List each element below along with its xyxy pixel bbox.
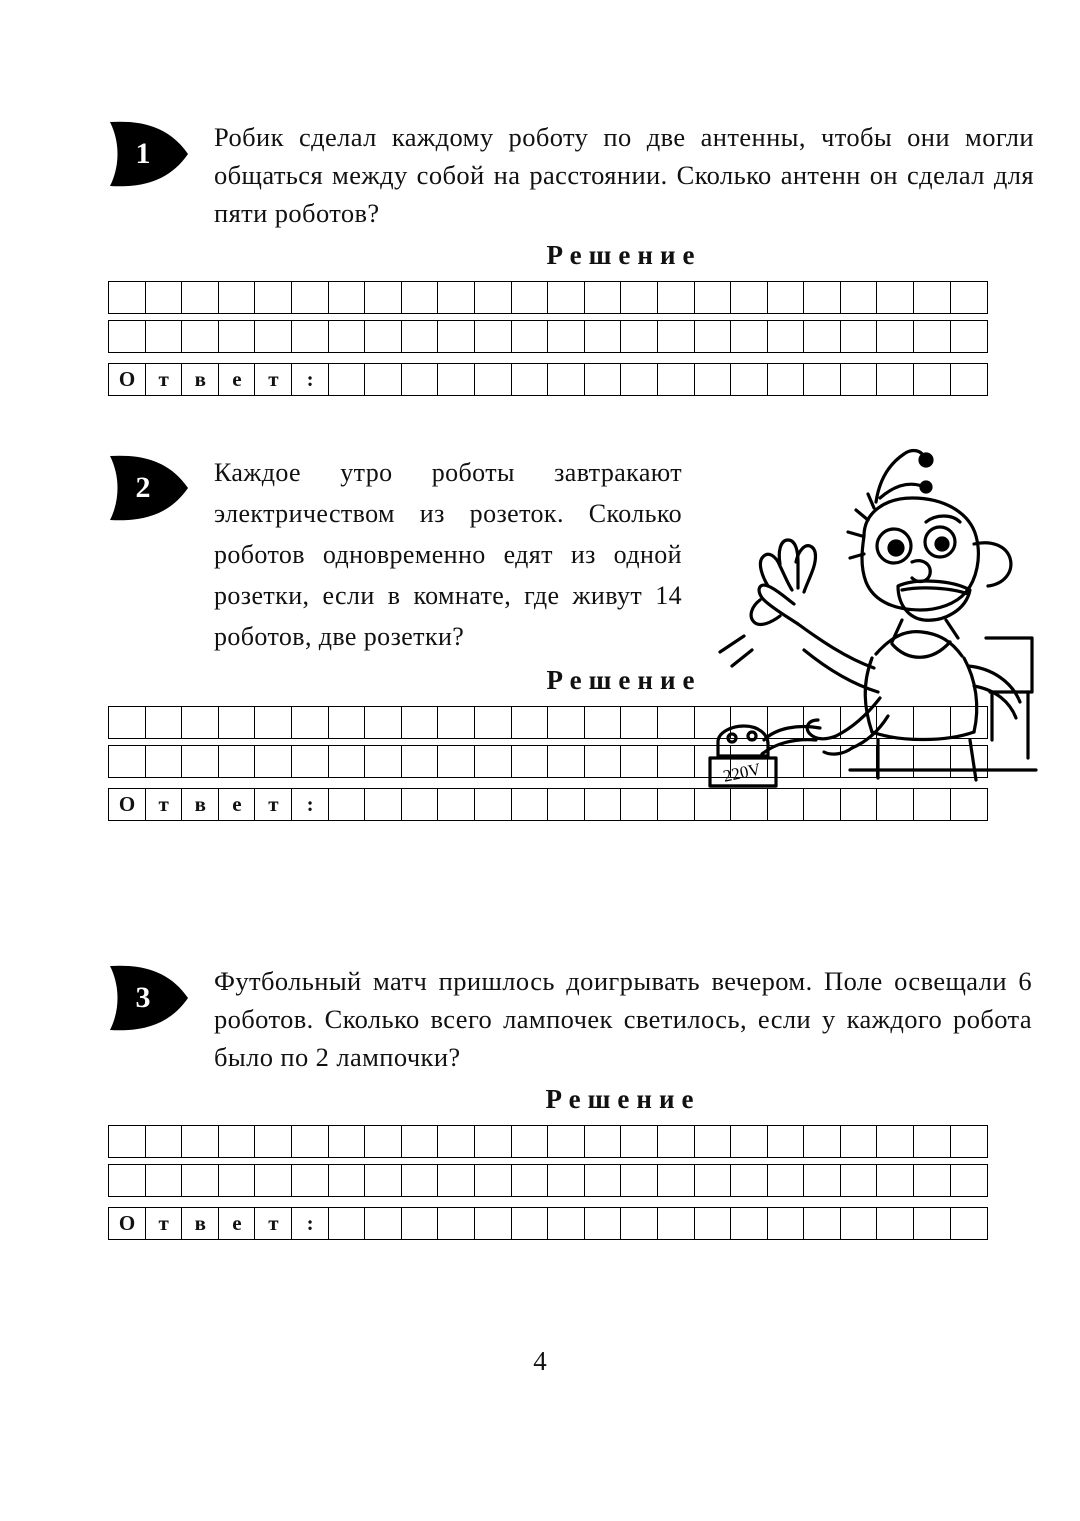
answer-cell[interactable] [584,788,622,821]
grid-cell[interactable] [913,1125,951,1158]
task-number-badge-1 [104,118,192,192]
grid-cell[interactable] [694,1125,732,1158]
grid-cell[interactable] [364,320,402,353]
grid-cell[interactable] [364,1164,402,1197]
grid-cell[interactable] [328,320,366,353]
grid-cell[interactable] [547,706,585,739]
grid-cell[interactable] [511,1125,549,1158]
answer-cell[interactable] [694,1207,732,1240]
answer-cell[interactable] [364,788,402,821]
grid-cell[interactable] [803,320,841,353]
grid-cell[interactable] [657,320,695,353]
grid-cell[interactable] [584,1125,622,1158]
answer-cell[interactable] [913,363,951,396]
answer-cell[interactable] [547,788,585,821]
grid-cell[interactable] [950,1164,988,1197]
answer-cell[interactable] [401,788,439,821]
task-number-badge-2 [104,452,192,526]
grid-cell[interactable] [950,281,988,314]
answer-cell[interactable] [364,363,402,396]
grid-cell[interactable] [803,281,841,314]
grid-cell[interactable] [291,1125,329,1158]
grid-cell[interactable] [291,1164,329,1197]
task-block-1 [104,118,1034,396]
answer-grid-3 [108,1125,1034,1240]
grid-cell[interactable] [694,320,732,353]
grid-cell[interactable] [291,320,329,353]
grid-cell[interactable] [511,281,549,314]
grid-cell[interactable] [254,281,292,314]
answer-cell[interactable] [657,363,695,396]
answer-cell[interactable] [474,1207,512,1240]
answer-cell[interactable] [328,788,366,821]
answer-label-cell: т [145,1207,183,1240]
task-2-text: Каждое утро роботы завтракают электричеством из розеток. Сколько роботов одновременно едят из одной розетки, если в комнате, где живут 14 роботов, две розетки? [214,458,682,651]
answer-cell[interactable] [840,363,878,396]
grid-cell[interactable] [584,1164,622,1197]
answer-label-cell: в [181,363,219,396]
answer-cell[interactable] [511,788,549,821]
grid-cell[interactable] [511,745,549,778]
answer-cell[interactable] [437,363,475,396]
grid-cell[interactable] [474,1125,512,1158]
grid-cell[interactable] [291,706,329,739]
answer-label-cell: О [108,788,146,821]
grid-cell[interactable] [181,1164,219,1197]
answer-cell[interactable] [767,1207,805,1240]
answer-label-cell: е [218,788,256,821]
grid-cell[interactable] [254,1125,292,1158]
answer-cell[interactable] [437,788,475,821]
grid-cell[interactable] [694,1164,732,1197]
grid-cell[interactable] [803,1164,841,1197]
grid-cell[interactable] [694,281,732,314]
grid-cell[interactable] [218,745,256,778]
grid-cell[interactable] [547,320,585,353]
grid-cell[interactable] [730,1164,768,1197]
grid-cell[interactable] [145,706,183,739]
grid-row [108,320,1034,353]
grid-cell[interactable] [181,320,219,353]
solution-label-1: Решение [546,240,702,270]
grid-cell[interactable] [620,1164,658,1197]
answer-cell[interactable] [620,363,658,396]
page-number: 4 [533,1346,547,1376]
grid-cell[interactable] [876,1164,914,1197]
grid-cell[interactable] [547,745,585,778]
grid-cell[interactable] [437,320,475,353]
grid-cell[interactable] [730,1125,768,1158]
answer-cell[interactable] [328,1207,366,1240]
grid-cell[interactable] [474,745,512,778]
grid-cell[interactable] [620,281,658,314]
grid-cell[interactable] [328,745,366,778]
grid-cell[interactable] [254,320,292,353]
robot-illustration [640,440,1040,800]
grid-cell[interactable] [584,281,622,314]
grid-cell[interactable] [291,745,329,778]
grid-cell[interactable] [840,281,878,314]
grid-cell[interactable] [401,745,439,778]
task-3-text: Футбольный матч пришлось доигрывать вечером. Поле освещали 6 роботов. Сколько всего лампочек светилось, если у каждого робота было по 2 лампочки? [214,966,1032,1072]
grid-cell[interactable] [657,1125,695,1158]
grid-cell[interactable] [876,1125,914,1158]
grid-cell[interactable] [584,706,622,739]
grid-cell[interactable] [145,745,183,778]
grid-cell[interactable] [840,320,878,353]
grid-cell[interactable] [108,320,146,353]
answer-cell[interactable] [328,363,366,396]
grid-cell[interactable] [218,1164,256,1197]
grid-cell[interactable] [364,1125,402,1158]
grid-cell[interactable] [474,281,512,314]
answer-row-1 [108,363,1034,396]
grid-cell[interactable] [181,706,219,739]
grid-cell[interactable] [145,320,183,353]
grid-cell[interactable] [254,706,292,739]
grid-cell[interactable] [876,281,914,314]
grid-cell[interactable] [620,1125,658,1158]
grid-cell[interactable] [108,1125,146,1158]
grid-cell[interactable] [364,745,402,778]
grid-cell[interactable] [328,1164,366,1197]
grid-cell[interactable] [511,1164,549,1197]
task-3-header [104,962,1034,1076]
answer-label-cell: т [254,1207,292,1240]
grid-cell[interactable] [145,1164,183,1197]
answer-cell[interactable] [511,1207,549,1240]
grid-cell[interactable] [254,1164,292,1197]
grid-cell[interactable] [437,745,475,778]
grid-cell[interactable] [254,745,292,778]
answer-cell[interactable] [950,363,988,396]
answer-grid-1 [108,281,1034,396]
grid-cell[interactable] [803,1125,841,1158]
grid-cell[interactable] [401,320,439,353]
grid-cell[interactable] [657,1164,695,1197]
grid-cell[interactable] [437,1125,475,1158]
grid-cell[interactable] [328,281,366,314]
answer-cell[interactable] [547,1207,585,1240]
answer-cell[interactable] [730,363,768,396]
grid-row [108,281,1034,314]
grid-cell[interactable] [437,281,475,314]
grid-cell[interactable] [584,745,622,778]
grid-cell[interactable] [218,706,256,739]
grid-cell[interactable] [767,1164,805,1197]
grid-row [108,1164,1034,1197]
answer-label-cell: т [254,788,292,821]
answer-cell[interactable] [767,363,805,396]
grid-cell[interactable] [364,706,402,739]
grid-cell[interactable] [913,281,951,314]
grid-cell[interactable] [218,281,256,314]
grid-cell[interactable] [767,320,805,353]
grid-cell[interactable] [437,1164,475,1197]
grid-cell[interactable] [657,281,695,314]
grid-cell[interactable] [547,1164,585,1197]
grid-cell[interactable] [511,320,549,353]
grid-cell[interactable] [145,281,183,314]
svg-text:220V: 220V [721,759,763,786]
answer-cell[interactable] [913,1207,951,1240]
answer-label-cell: в [181,1207,219,1240]
grid-cell[interactable] [108,1164,146,1197]
answer-label-cell: т [145,363,183,396]
grid-cell[interactable] [950,320,988,353]
grid-cell[interactable] [108,706,146,739]
answer-cell[interactable] [840,1207,878,1240]
grid-cell[interactable] [181,1125,219,1158]
grid-cell[interactable] [730,281,768,314]
grid-cell[interactable] [584,320,622,353]
answer-cell[interactable] [547,363,585,396]
grid-cell[interactable] [840,1164,878,1197]
solution-label-3: Решение [545,1084,701,1114]
grid-cell[interactable] [401,1164,439,1197]
answer-row-3 [108,1207,1034,1240]
grid-cell[interactable] [474,1164,512,1197]
grid-cell[interactable] [474,706,512,739]
grid-cell[interactable] [767,1125,805,1158]
answer-label-cell: : [291,1207,329,1240]
answer-cell[interactable] [803,1207,841,1240]
answer-cell[interactable] [620,1207,658,1240]
grid-cell[interactable] [401,1125,439,1158]
answer-cell[interactable] [730,1207,768,1240]
solution-label-2: Решение [546,665,702,695]
answer-label-cell: О [108,1207,146,1240]
grid-cell[interactable] [328,706,366,739]
grid-cell[interactable] [108,281,146,314]
answer-cell[interactable] [437,1207,475,1240]
grid-cell[interactable] [401,706,439,739]
grid-cell[interactable] [181,745,219,778]
grid-cell[interactable] [401,281,439,314]
grid-cell[interactable] [145,1125,183,1158]
answer-cell[interactable] [511,363,549,396]
grid-cell[interactable] [767,281,805,314]
grid-cell[interactable] [474,320,512,353]
answer-cell[interactable] [803,363,841,396]
grid-cell[interactable] [730,320,768,353]
grid-cell[interactable] [876,320,914,353]
answer-cell[interactable] [584,1207,622,1240]
answer-cell[interactable] [401,1207,439,1240]
answer-label-cell: О [108,363,146,396]
answer-cell[interactable] [694,363,732,396]
answer-cell[interactable] [474,363,512,396]
answer-cell[interactable] [876,363,914,396]
answer-label-cell: т [254,363,292,396]
answer-label-cell: е [218,363,256,396]
grid-cell[interactable] [218,320,256,353]
answer-label-cell: т [145,788,183,821]
task-number-1: 1 [135,137,151,170]
answer-label-cell: : [291,363,329,396]
answer-cell[interactable] [401,363,439,396]
answer-cell[interactable] [584,363,622,396]
answer-cell[interactable] [364,1207,402,1240]
grid-cell[interactable] [547,281,585,314]
grid-cell[interactable] [181,281,219,314]
task-number-2: 2 [135,471,151,504]
grid-cell[interactable] [913,320,951,353]
answer-cell[interactable] [474,788,512,821]
task-number-3: 3 [135,981,151,1014]
task-number-badge-3 [104,962,192,1036]
answer-cell[interactable] [657,1207,695,1240]
grid-cell[interactable] [840,1125,878,1158]
answer-cell[interactable] [950,1207,988,1240]
grid-cell[interactable] [620,320,658,353]
grid-cell[interactable] [511,706,549,739]
task-block-3 [104,962,1034,1240]
grid-cell[interactable] [913,1164,951,1197]
grid-cell[interactable] [950,1125,988,1158]
answer-cell[interactable] [876,1207,914,1240]
grid-cell[interactable] [218,1125,256,1158]
answer-label-cell: е [218,1207,256,1240]
grid-cell[interactable] [364,281,402,314]
task-1-text: Робик сделал каждому роботу по две антенны, чтобы они могли общаться между собой на расстоянии. Сколько антенн он сделал для пяти роботов? [214,122,1034,228]
grid-cell[interactable] [108,745,146,778]
grid-row [108,1125,1034,1158]
answer-label-cell: : [291,788,329,821]
grid-cell[interactable] [437,706,475,739]
answer-label-cell: в [181,788,219,821]
grid-cell[interactable] [547,1125,585,1158]
grid-cell[interactable] [328,1125,366,1158]
task-1-header [104,118,1034,232]
grid-cell[interactable] [291,281,329,314]
